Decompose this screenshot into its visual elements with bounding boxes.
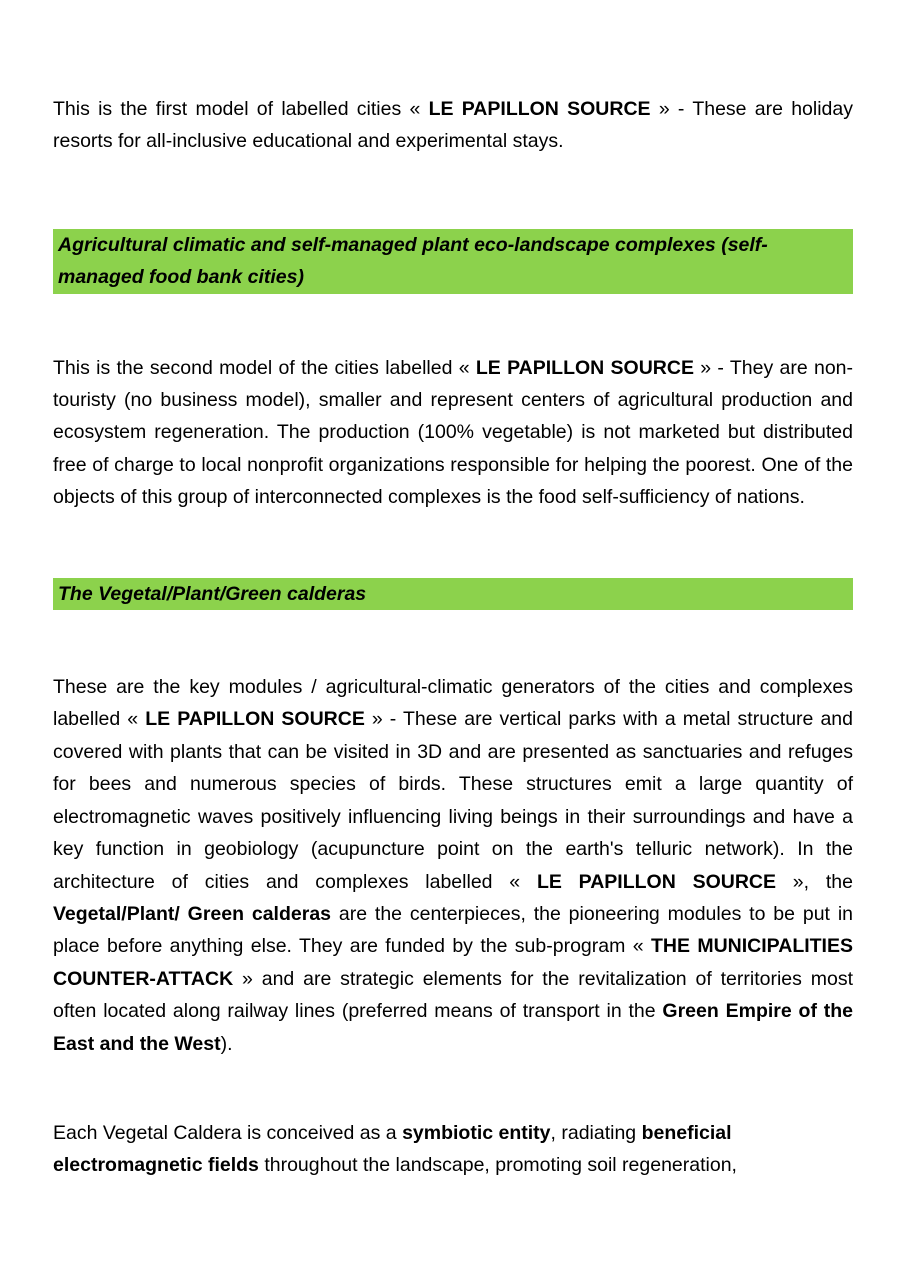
text-run-bold: LE PAPILLON SOURCE	[475, 356, 694, 379]
text-run: throughout the landscape, promoting soil regeneration,	[258, 1154, 737, 1177]
text-run-bold: symbiotic entity	[402, 1121, 551, 1144]
text-run: », the	[776, 870, 853, 893]
text-run-bold: Vegetal/Plant/ Green calderas	[53, 902, 332, 925]
text-run-bold: LE PAPILLON SOURCE	[536, 870, 777, 893]
text-run: » - They are non-touristy (no business model), smaller and represent centers of agricultural production and ecosystem regeneration. The production (100% vegetable) is not marketed but distributed free of charge to local nonprofit organizations responsible for helping the poorest. One of the objects of this group of interconnected complexes is the food self-sufficiency of nations.	[53, 356, 854, 509]
text-run: This is the first model of labelled cities «	[53, 98, 429, 120]
text-run-bold: LE PAPILLON SOURCE	[428, 98, 651, 120]
heading-vegetal-calderas: The Vegetal/Plant/Green calderas	[53, 578, 853, 610]
heading-agricultural-complexes: Agricultural climatic and self-managed plant eco-landscape complexes (self-managed food bank cities)	[53, 229, 853, 294]
text-run-bold: Green Empire of the East and the West	[53, 1000, 854, 1055]
paragraph-second-model	[53, 352, 853, 514]
text-run: These are the key modules / agricultural-climatic generators of the cities and complexes labelled «	[53, 676, 853, 731]
text-run: This is the second model of the cities labelled «	[53, 356, 476, 379]
text-run-bold: THE MUNICIPALITIES COUNTER-ATTACK	[53, 935, 853, 990]
text-run: » and are strategic elements for the revitalization of territories most often located along railway lines (preferred means of transport in the	[53, 967, 853, 1023]
paragraph-symbiotic-entity	[53, 1117, 853, 1182]
text-run-bold: LE PAPILLON SOURCE	[145, 708, 365, 731]
text-run-bold: beneficial electromagnetic fields	[53, 1121, 732, 1177]
text-run: , radiating	[550, 1121, 642, 1144]
text-run: Each Vegetal Caldera is conceived as a	[53, 1121, 403, 1144]
text-run: are the centerpieces, the pioneering modules to be put in place before anything else. They are funded by the sub-program «	[53, 902, 853, 958]
paragraph-calderas-description	[53, 671, 853, 1060]
text-run: » - These are holiday resorts for all-inclusive educational and experimental stays.	[53, 98, 853, 153]
text-run: ).	[220, 1032, 233, 1055]
text-run: » - These are vertical parks with a metal structure and covered with plants that can be visited in 3D and are presented as sanctuaries and refuges for bees and numerous species of birds. These structures emit a large quantity of electromagnetic waves positively influencing living beings in their surroundings and have a key function in geobiology (acupuncture point on the earth's telluric network). In the architecture of cities and complexes labelled «	[53, 708, 853, 893]
paragraph-first-model	[53, 93, 853, 158]
